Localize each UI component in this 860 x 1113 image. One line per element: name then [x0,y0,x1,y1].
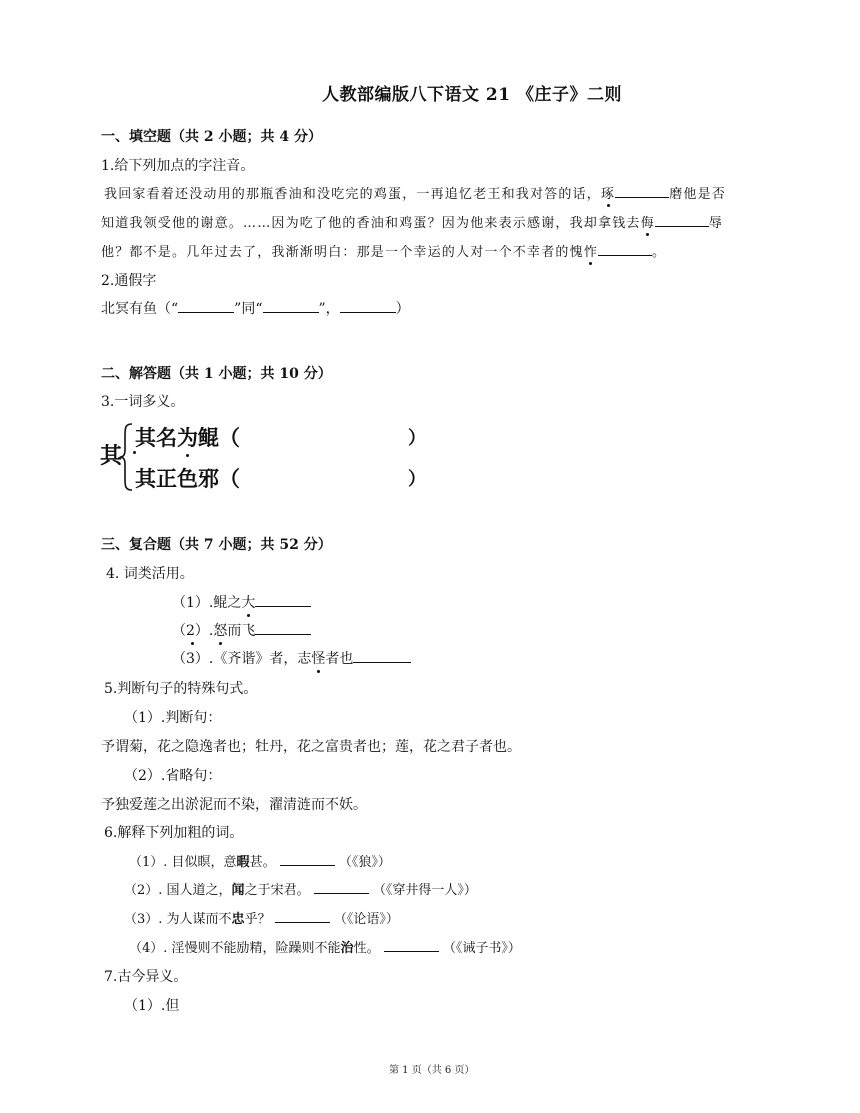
section-3-heading: 三、复合题（共 7 小题；共 52 分） [101,537,332,553]
q5-subheading-1: （1）.判断句： [124,710,222,726]
q2-line: 北冥有鱼（“ ”同“ ”， ） [101,301,410,317]
q4-item-3: （3）.《齐谐》者，志怪者也 [172,648,411,668]
q6-item-3: （3）. 为人谋而不忠乎？ （《论语》） [124,912,399,927]
dotted-char: 怍 [584,241,598,260]
page-footer: 第 1 页（共 6 页） [389,1065,475,1076]
q1-passage-line-2: 知道我领受他的谢意。……因为吃了他的香油和鸡蛋？因为他来表示感谢，我却拿钱去侮 辱 [101,212,723,231]
q5-sentence-1: 予谓菊，花之隐逸者也；牡丹，花之富贵者也；莲，花之君子者也。 [101,739,521,755]
q4-item-2: （2）.怒而飞 [172,620,311,640]
q1-passage-line-3: 他？都不是。几年过去了，我渐渐明白：那是一个幸运的人对一个不幸者的愧怍 。 [101,241,666,260]
answer-blank[interactable] [615,185,669,198]
polysemy-close-1: ） [408,428,426,449]
answer-blank[interactable] [275,910,330,923]
question-6-label: 6.解释下列加粗的词。 [104,825,244,841]
answer-blank[interactable] [255,622,311,635]
question-5-label: 5.判断句子的特殊句式。 [104,681,258,697]
answer-blank[interactable] [280,853,335,866]
polysemy-line-1: 其名为鲲（ [135,422,240,452]
question-2-label: 2.通假字 [101,273,157,289]
answer-blank[interactable] [340,300,396,313]
question-4-label: 4. 词类活用。 [106,566,194,582]
answer-blank[interactable] [353,650,411,663]
answer-blank[interactable] [384,939,439,952]
page-title: 人教部编版八下语文 21 《庄子》二则 [322,85,622,105]
dotted-char: 琢 [601,183,615,202]
q7-item-1: （1）.但 [124,998,180,1014]
q6-item-1: （1）. 目似瞑，意暇甚。 （《狼》） [129,855,391,870]
q5-sentence-2: 予独爱莲之出淤泥而不染，濯清涟而不妖。 [101,797,367,813]
answer-blank[interactable] [598,243,652,256]
answer-blank[interactable] [263,300,319,313]
question-1-label: 1.给下列加点的字注音。 [101,158,255,174]
answer-blank[interactable] [178,300,234,313]
q6-item-4: （4）. 淫慢则不能励精，险躁则不能治性。 （《诫子书》） [129,941,521,956]
answer-blank[interactable] [314,881,369,894]
polysemy-close-2: ） [408,469,426,490]
polysemy-head-char: 其 [100,444,123,469]
answer-blank[interactable] [255,594,311,607]
section-1-heading: 一、填空题（共 2 小题；共 4 分） [101,129,322,145]
polysemy-line-2: 其正色邪（ [135,467,240,491]
section-2-heading: 二、解答题（共 1 小题；共 10 分） [101,366,332,382]
q1-passage-line-1: 我回家看着还没动用的那瓶香油和没吃完的鸡蛋，一再追忆老王和我对答的话，琢 磨他是否 [104,183,726,202]
q6-item-2: （2）. 国人道之，闻之于宋君。 （《穿井得一人》） [124,883,477,898]
q5-subheading-2: （2）.省略句： [124,768,222,784]
question-3-label: 3.一词多义。 [101,394,185,410]
brace-icon [119,422,135,492]
emphasis-dot [133,451,136,454]
question-7-label: 7.古今异义。 [104,969,188,985]
dotted-char: 侮 [641,212,655,231]
q4-item-1: （1）.鲲之大 [172,592,311,612]
answer-blank[interactable] [655,214,709,227]
